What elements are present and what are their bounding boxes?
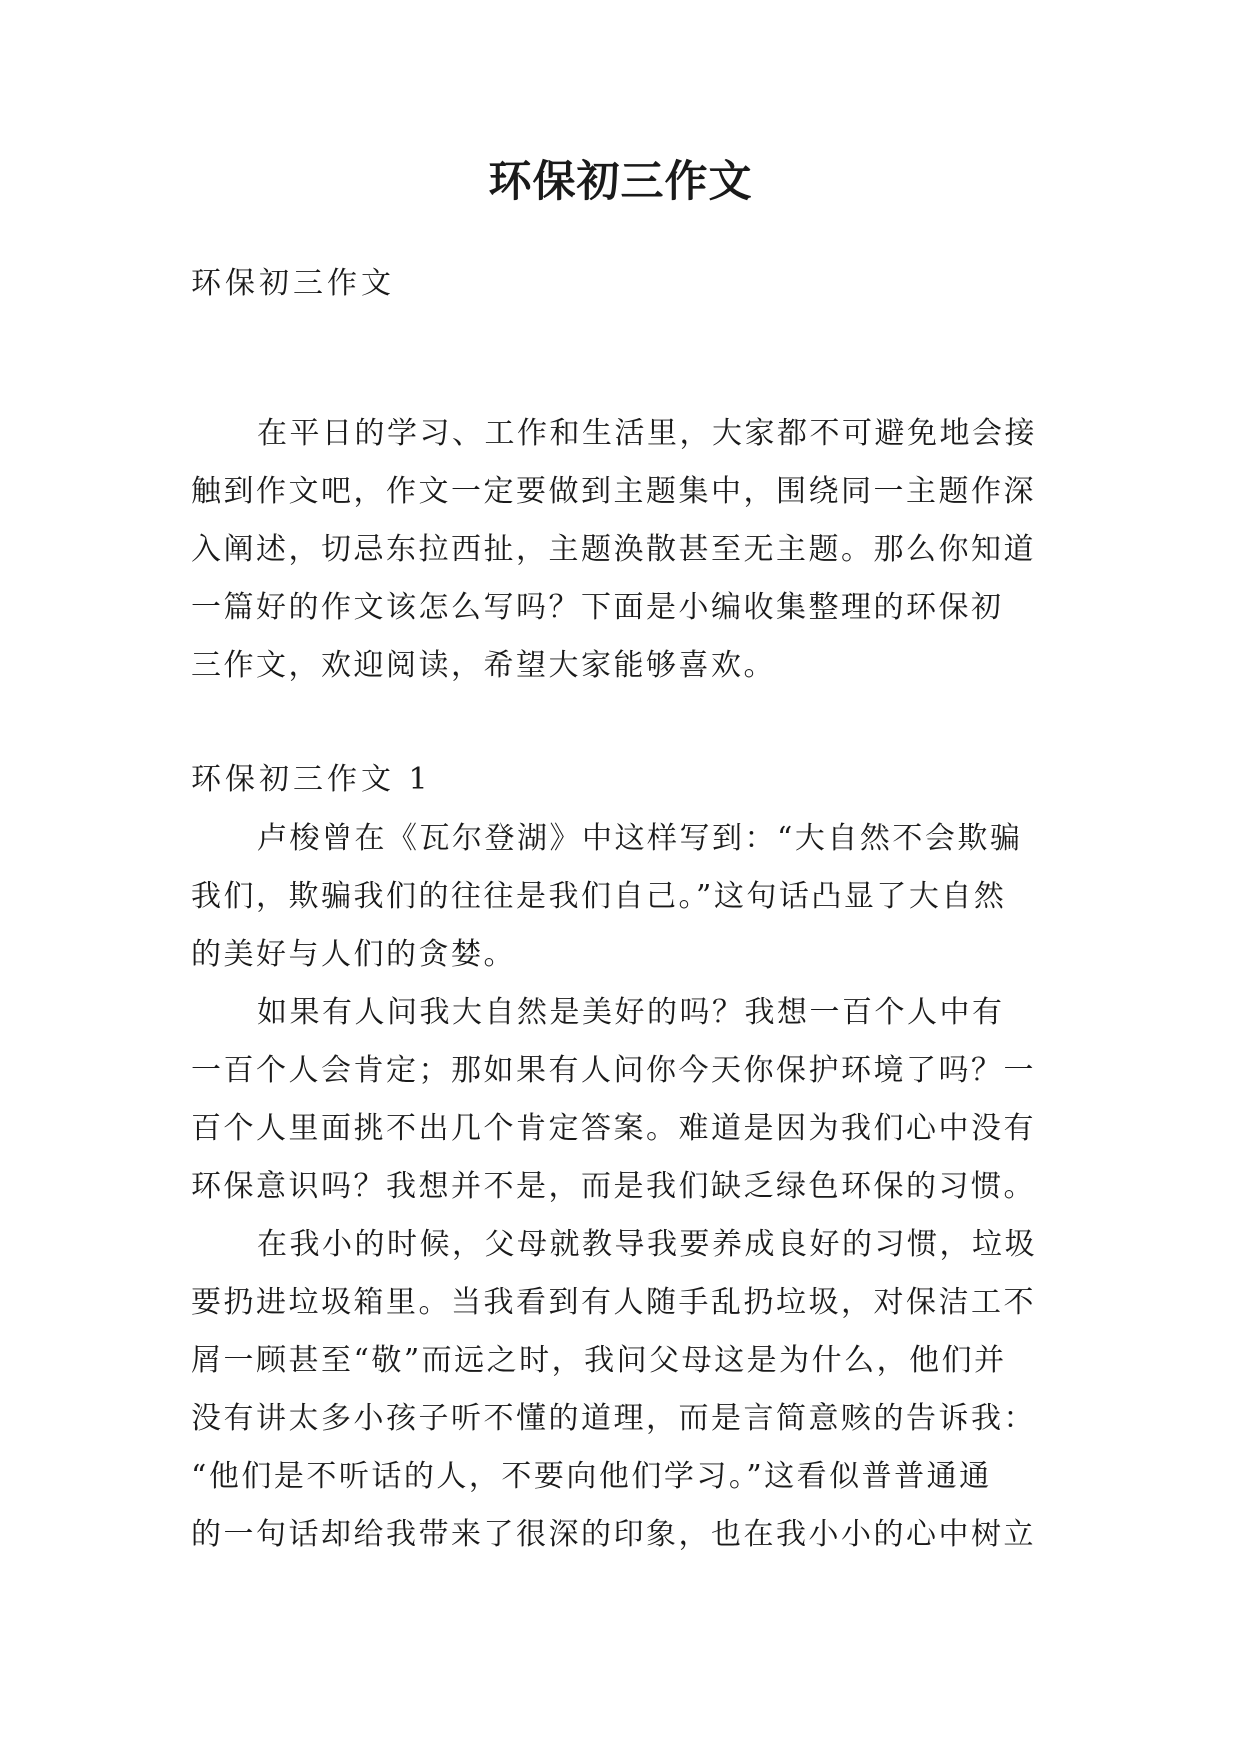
essay-paragraph (191, 1216, 1051, 1564)
paragraph-line: 屑一顾甚至“敬”而远之时，我问父母这是为什么，他们并 (191, 1343, 1007, 1378)
paragraph-line: “他们是不听话的人，不要向他们学习。”这看似普普通通 (191, 1459, 992, 1494)
paragraph-line: 百个人里面挑不出几个肯定答案。难道是因为我们心中没有 (191, 1111, 1036, 1146)
document-title: 环保初三作文 (488, 157, 753, 207)
essay-paragraph (191, 810, 1051, 984)
paragraph-line: 我们，欺骗我们的往往是我们自己。”这句话凸显了大自然 (191, 879, 1007, 914)
essay-paragraph (191, 984, 1051, 1216)
intro-line: 一篇好的作文该怎么写吗？下面是小编收集整理的环保初 (191, 590, 1004, 625)
paragraph-line: 如果有人问我大自然是美好的吗？我想一百个人中有 (257, 995, 1005, 1030)
paragraph-line: 要扔进垃圾箱里。当我看到有人随手乱扔垃圾，对保洁工不 (191, 1285, 1036, 1320)
intro-line: 入阐述，切忌东拉西扯，主题涣散甚至无主题。那么你知道 (191, 532, 1036, 567)
intro-line: 在平日的学习、工作和生活里，大家都不可避免地会接 (257, 416, 1037, 451)
paragraph-line: 的美好与人们的贪婪。 (191, 937, 516, 972)
paragraph-line: 一百个人会肯定；那如果有人问你今天你保护环境了吗？一 (191, 1053, 1036, 1088)
paragraph-line: 的一句话却给我带来了很深的印象，也在我小小的心中树立 (191, 1517, 1036, 1552)
paragraph-line: 卢梭曾在《瓦尔登湖》中这样写到：“大自然不会欺骗 (257, 821, 1023, 856)
intro-line: 触到作文吧，作文一定要做到主题集中，围绕同一主题作深 (191, 474, 1036, 509)
section-heading: 环保初三作文 1 (191, 762, 432, 797)
essay-body (191, 810, 1051, 1564)
intro-line: 三作文，欢迎阅读，希望大家能够喜欢。 (191, 648, 776, 683)
paragraph-line: 环保意识吗？我想并不是，而是我们缺乏绿色环保的习惯。 (191, 1169, 1036, 1204)
paragraph-line: 没有讲太多小孩子听不懂的道理，而是言简意赅的告诉我： (191, 1401, 1036, 1436)
document-subtitle: 环保初三作文 (191, 266, 395, 301)
intro-paragraph (191, 405, 1051, 695)
paragraph-line: 在我小的时候，父母就教导我要养成良好的习惯，垃圾 (257, 1227, 1037, 1262)
